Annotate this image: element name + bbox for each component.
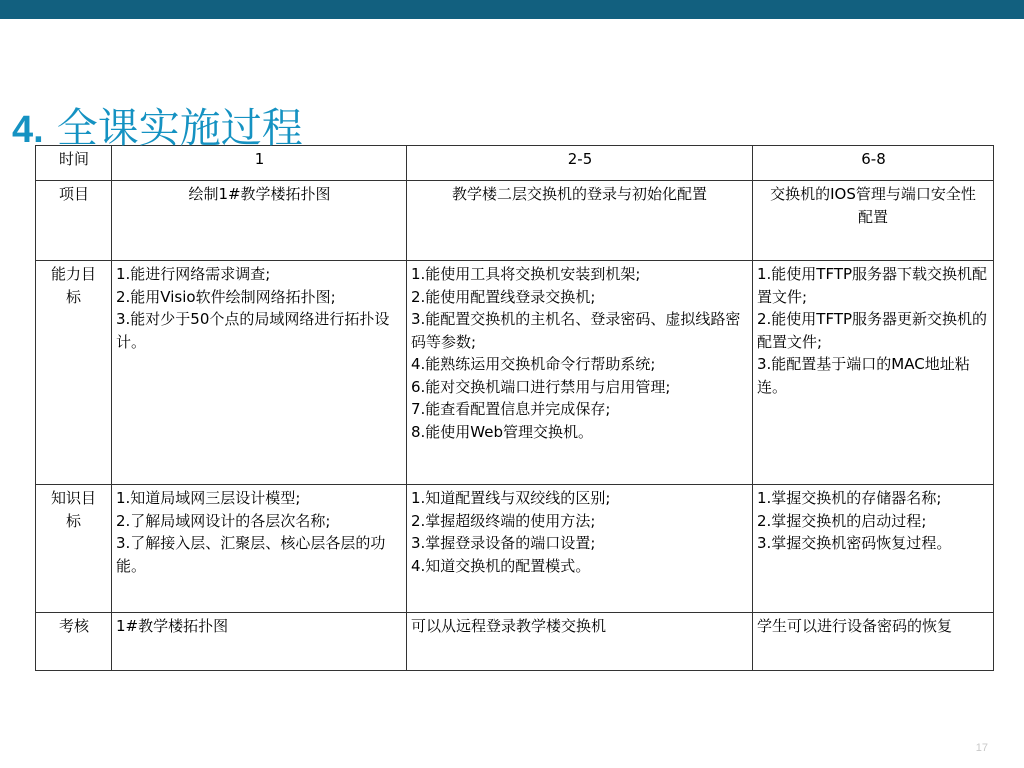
header-cell-week-2-5: 2-5 — [407, 146, 753, 181]
project-cell-week-6-8 — [753, 181, 994, 261]
row-label-ability — [36, 261, 112, 485]
row-label-text: 知识目标 — [50, 489, 96, 530]
list-item: 4.知道交换机的配置模式。 — [411, 556, 591, 575]
list-item: 2.能使用TFTP服务器更新交换机的配置文件; — [757, 310, 988, 351]
row-label-project — [36, 181, 112, 261]
list-item: 2.了解局域网设计的各层次名称; — [116, 511, 331, 530]
table-row-assessment — [36, 613, 994, 671]
list-item: 3.能配置交换机的主机名、登录密码、虚拟线路密码等参数; — [411, 310, 741, 351]
knowledge-cell-week-1 — [112, 485, 407, 613]
knowledge-cell-week-6-8 — [753, 485, 994, 613]
list-item: 3.掌握交换机密码恢复过程。 — [757, 534, 952, 552]
list-item: 1.知道配置线与双绞线的区别; — [411, 489, 611, 507]
page-number: 17 — [975, 742, 988, 754]
list-item: 1.知道局域网三层设计模型; — [116, 489, 301, 507]
list-item: 2.掌握交换机的启动过程; — [757, 511, 927, 530]
course-table — [35, 145, 994, 671]
list-item: 8.能使用Web管理交换机。 — [411, 422, 594, 441]
assessment-cell-week-2-5 — [407, 613, 753, 671]
list-item: 3.能配置基于端口的MAC地址粘连。 — [757, 355, 970, 396]
cell-text: 1#教学楼拓扑图 — [116, 617, 229, 635]
list-item: 2.能使用配置线登录交换机; — [411, 287, 596, 306]
table-row-knowledge — [36, 485, 994, 613]
ability-cell-week-6-8 — [753, 261, 994, 485]
list-item: 1.能使用TFTP服务器下载交换机配置文件; — [757, 265, 988, 306]
list-item: 1.能使用工具将交换机安装到机架; — [411, 265, 641, 283]
assessment-cell-week-1 — [112, 613, 407, 671]
slide-title-number: 4. — [12, 109, 44, 151]
cell-text: 绘制1#教学楼拓扑图 — [188, 185, 331, 203]
list-item: 1.能进行网络需求调查; — [116, 265, 271, 283]
table-row-ability — [36, 261, 994, 485]
row-label-knowledge — [36, 485, 112, 613]
list-item: 3.能对少于50个点的局域网络进行拓扑设计。 — [116, 310, 390, 351]
cell-text: 可以从远程登录教学楼交换机 — [411, 617, 607, 635]
ability-cell-week-1 — [112, 261, 407, 485]
row-label-assessment — [36, 613, 112, 671]
list-item: 4.能熟练运用交换机命令行帮助系统; — [411, 355, 656, 373]
ability-cell-week-2-5 — [407, 261, 753, 485]
list-item: 2.掌握超级终端的使用方法; — [411, 511, 596, 530]
project-cell-week-2-5 — [407, 181, 753, 261]
list-item: 2.能用Visio软件绘制网络拓扑图; — [116, 287, 336, 306]
header-cell-week-6-8: 6-8 — [753, 146, 994, 181]
knowledge-cell-week-2-5 — [407, 485, 753, 613]
list-item: 3.了解接入层、汇聚层、核心层各层的功能。 — [116, 534, 386, 575]
header-cell-week-1: 1 — [112, 146, 407, 181]
assessment-cell-week-6-8 — [753, 613, 994, 671]
list-item: 7.能查看配置信息并完成保存; — [411, 400, 611, 418]
table-row-project — [36, 181, 994, 261]
row-label-text: 能力目标 — [50, 265, 96, 306]
slide-title-text: 全课实施过程 — [56, 104, 303, 152]
project-cell-week-1 — [112, 181, 407, 261]
top-bar — [0, 0, 1024, 19]
cell-text: 学生可以进行设备密码的恢复 — [757, 617, 953, 635]
row-label-text: 考核 — [58, 617, 89, 635]
cell-text: 教学楼二层交换机的登录与初始化配置 — [451, 185, 707, 203]
list-item: 3.掌握登录设备的端口设置; — [411, 534, 596, 552]
slide-title — [12, 102, 303, 154]
row-label-text: 项目 — [58, 185, 89, 203]
list-item: 1.掌握交换机的存储器名称; — [757, 489, 942, 507]
header-cell-time: 时间 — [36, 146, 112, 181]
list-item: 6.能对交换机端口进行禁用与启用管理; — [411, 377, 671, 396]
cell-text: 交换机的IOS管理与端口安全性配置 — [770, 185, 976, 226]
